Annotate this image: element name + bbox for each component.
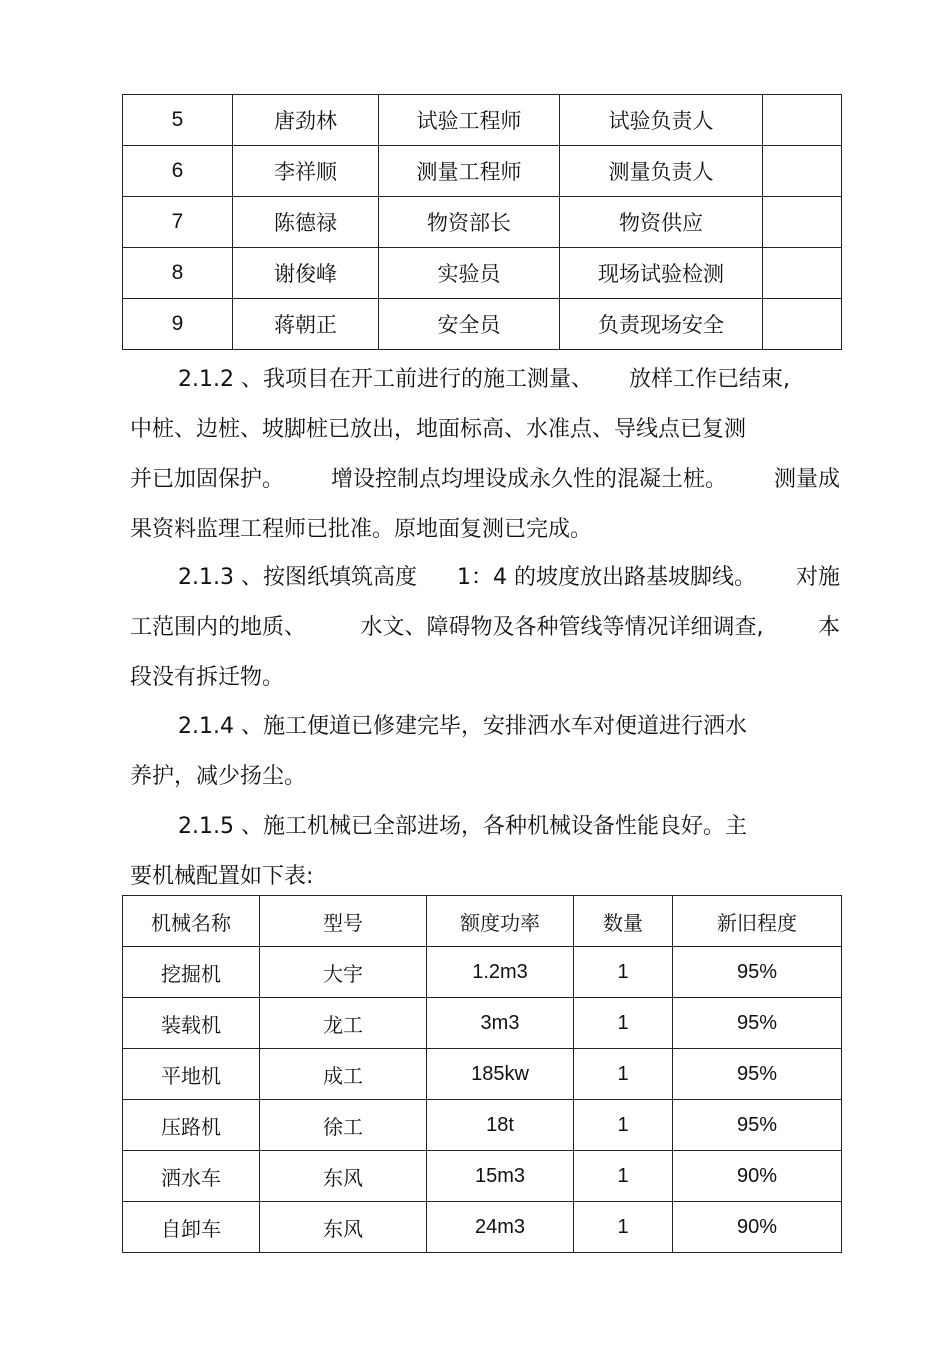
table-cell: 蒋朝正 xyxy=(233,299,379,350)
table-row xyxy=(123,146,842,197)
table-cell: 洒水车 xyxy=(123,1151,260,1202)
staff-table xyxy=(122,94,842,350)
table-cell: 成工 xyxy=(260,1049,427,1100)
table-cell: 6 xyxy=(123,146,233,197)
table-row xyxy=(123,95,842,146)
text-segment: 并已加固保护。 xyxy=(130,467,285,492)
table-cell: 5 xyxy=(123,95,233,146)
table-cell: 9 xyxy=(123,299,233,350)
text-segment: 增设控制点均埋设成永久性的混凝土桩。 xyxy=(330,467,727,492)
table-cell: 95% xyxy=(673,947,842,998)
table-cell: 1 xyxy=(574,1100,673,1151)
paragraph-2-1-4 xyxy=(130,702,840,802)
paragraph-line xyxy=(130,603,840,653)
column-header: 数量 xyxy=(574,896,673,947)
table-cell: 185kw xyxy=(427,1049,574,1100)
table-header-row xyxy=(123,896,842,947)
table-cell xyxy=(763,146,842,197)
table-row xyxy=(123,1049,842,1100)
text-segment: 对施 xyxy=(795,565,840,590)
table-row xyxy=(123,1100,842,1151)
table-cell: 24m3 xyxy=(427,1202,574,1253)
table-cell: 1 xyxy=(574,1151,673,1202)
column-header: 新旧程度 xyxy=(673,896,842,947)
machine-table-header xyxy=(123,896,842,947)
table-cell: 90% xyxy=(673,1202,842,1253)
table-cell: 挖掘机 xyxy=(123,947,260,998)
table-cell: 1 xyxy=(574,998,673,1049)
table-cell: 现场试验检测 xyxy=(560,248,763,299)
table-cell: 95% xyxy=(673,1100,842,1151)
table-cell: 1 xyxy=(574,947,673,998)
table-cell: 物资供应 xyxy=(560,197,763,248)
text-segment: 2.1.3 、按图纸填筑高度 xyxy=(178,565,417,590)
table-cell: 负责现场安全 xyxy=(560,299,763,350)
table-cell: 东风 xyxy=(260,1202,427,1253)
table-cell: 东风 xyxy=(260,1151,427,1202)
table-row xyxy=(123,248,842,299)
table-cell: 试验工程师 xyxy=(379,95,560,146)
paragraph-line: 中桩、边桩、坡脚桩已放出，地面标高、水准点、导线点已复测 xyxy=(130,417,747,442)
table-cell: 平地机 xyxy=(123,1049,260,1100)
table-row xyxy=(123,998,842,1049)
table-cell: 压路机 xyxy=(123,1100,260,1151)
machine-table-body xyxy=(123,947,842,1253)
table-cell xyxy=(763,95,842,146)
table-cell: 测量工程师 xyxy=(379,146,560,197)
paragraph-line: 养护，减少扬尘。 xyxy=(130,764,307,789)
paragraph-2-1-3 xyxy=(130,553,840,703)
paragraph-line xyxy=(130,553,840,603)
text-segment: 1：4 的坡度放出路基坡脚线。 xyxy=(456,565,756,590)
table-cell: 大宇 xyxy=(260,947,427,998)
text-segment: 2.1.2 、我项目在开工前进行的施工测量、 xyxy=(178,367,593,392)
paragraph-line: 果资料监理工程师已批准。原地面复测已完成。 xyxy=(130,517,593,542)
machine-table xyxy=(122,895,842,1253)
table-cell xyxy=(763,299,842,350)
table-row xyxy=(123,1202,842,1253)
table-cell: 90% xyxy=(673,1151,842,1202)
table-cell: 8 xyxy=(123,248,233,299)
table-cell: 物资部长 xyxy=(379,197,560,248)
table-cell: 95% xyxy=(673,998,842,1049)
table-row xyxy=(123,299,842,350)
paragraph-2-1-5 xyxy=(130,802,840,902)
table-cell: 安全员 xyxy=(379,299,560,350)
staff-table-body xyxy=(123,95,842,350)
table-cell: 陈德禄 xyxy=(233,197,379,248)
text-segment: 水文、障碍物及各种管线等情况详细调查, xyxy=(360,615,764,640)
column-header: 机械名称 xyxy=(123,896,260,947)
column-header: 额度功率 xyxy=(427,896,574,947)
text-segment: 本 xyxy=(817,615,840,640)
table-row xyxy=(123,1151,842,1202)
text-segment: 工范围内的地质、 xyxy=(130,615,307,640)
column-header: 型号 xyxy=(260,896,427,947)
table-cell: 李祥顺 xyxy=(233,146,379,197)
table-cell xyxy=(763,197,842,248)
paragraph-line xyxy=(130,355,840,405)
table-cell: 1 xyxy=(574,1202,673,1253)
table-cell: 95% xyxy=(673,1049,842,1100)
table-cell: 自卸车 xyxy=(123,1202,260,1253)
table-cell: 装载机 xyxy=(123,998,260,1049)
paragraph-2-1-2 xyxy=(130,355,840,555)
table-row xyxy=(123,947,842,998)
table-cell: 1 xyxy=(574,1049,673,1100)
paragraph-line: 段没有拆迁物。 xyxy=(130,665,285,690)
table-cell: 唐劲林 xyxy=(233,95,379,146)
table-cell: 7 xyxy=(123,197,233,248)
table-cell xyxy=(763,248,842,299)
table-cell: 龙工 xyxy=(260,998,427,1049)
table-cell: 测量负责人 xyxy=(560,146,763,197)
table-cell: 徐工 xyxy=(260,1100,427,1151)
text-segment: 测量成 xyxy=(773,467,840,492)
text-segment: 放样工作已结束, xyxy=(628,367,790,392)
paragraph-line: 2.1.5 、施工机械已全部进场，各种机械设备性能良好。主 xyxy=(178,814,747,839)
table-row xyxy=(123,197,842,248)
paragraph-line: 要机械配置如下表: xyxy=(130,864,314,889)
table-cell: 谢俊峰 xyxy=(233,248,379,299)
table-cell: 试验负责人 xyxy=(560,95,763,146)
table-cell: 15m3 xyxy=(427,1151,574,1202)
table-cell: 1.2m3 xyxy=(427,947,574,998)
table-cell: 实验员 xyxy=(379,248,560,299)
table-cell: 18t xyxy=(427,1100,574,1151)
table-cell: 3m3 xyxy=(427,998,574,1049)
paragraph-line xyxy=(130,455,840,505)
paragraph-line: 2.1.4 、施工便道已修建完毕，安排洒水车对便道进行洒水 xyxy=(178,714,747,739)
